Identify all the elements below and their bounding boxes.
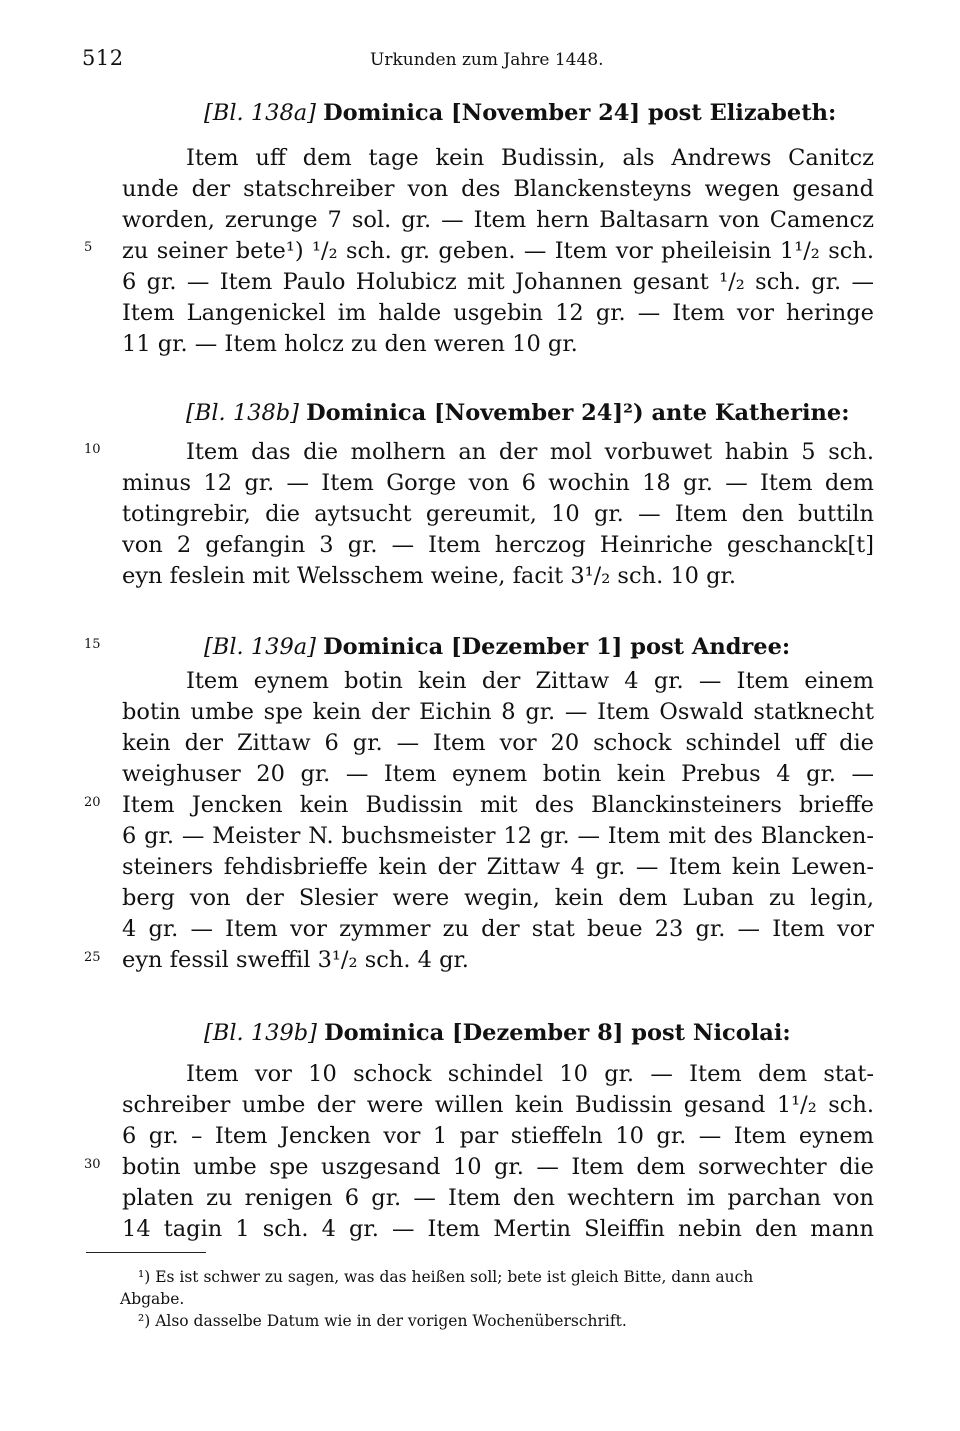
section-heading — [204, 98, 836, 128]
text-line: Item Jencken kein Budissin mit des Blanckinsteiners brieffe — [122, 792, 874, 818]
text-line: 11 gr. — Item holcz zu den weren 10 gr. — [122, 331, 578, 357]
section-heading — [204, 1018, 791, 1048]
text-line: Item uff dem tage kein Budissin, als Andrews Canitcz — [186, 145, 874, 171]
section-heading — [204, 632, 790, 662]
folio-reference: [Bl. 138a] — [204, 100, 316, 126]
text-line: schreiber umbe der were willen kein Budissin gesand 1¹/₂ sch. — [122, 1092, 874, 1118]
text-line: eyn feslein mit Welsschem weine, facit 3¹/₂ sch. 10 gr. — [122, 563, 736, 589]
footnote: ²) Also dasselbe Datum wie in der vorigen Wochenüberschrift. — [138, 1312, 627, 1330]
folio-reference: [Bl. 139b] — [204, 1020, 317, 1046]
text-line: steiners fehdisbrieffe kein der Zittaw 4 gr. — Item kein Lewen- — [122, 854, 874, 880]
text-line: 4 gr. — Item vor zymmer zu der stat beue 23 gr. — Item vor — [122, 916, 874, 942]
text-line: unde der statschreiber von des Blanckensteyns wegen gesand — [122, 176, 874, 202]
text-line: Item eynem botin kein der Zittaw 4 gr. — Item einem — [186, 668, 874, 694]
text-line: Item das die molhern an der mol vorbuwet habin 5 sch. — [186, 439, 874, 465]
text-line: 6 gr. — Item Paulo Holubicz mit Johannen gesant ¹/₂ sch. gr. — — [122, 269, 874, 295]
line-number: 15 — [84, 637, 101, 652]
text-line: zu seiner bete¹) ¹/₂ sch. gr. geben. — Item vor pheileisin 1¹/₂ sch. — [122, 238, 874, 264]
section-heading — [186, 398, 850, 428]
text-line: Item vor 10 schock schindel 10 gr. — Item dem stat- — [186, 1061, 874, 1087]
footnote-divider — [86, 1252, 206, 1253]
footnote: ¹) Es ist schwer zu sagen, was das heißen soll; bete ist gleich Bitte, dann auch — [138, 1268, 754, 1286]
folio-reference: [Bl. 138b] — [186, 400, 299, 426]
text-line: Item Langenickel im halde usgebin 12 gr. — Item vor heringe — [122, 300, 874, 326]
text-line: worden, zerunge 7 sol. gr. — Item hern Baltasarn von Camencz — [122, 207, 874, 233]
text-line: minus 12 gr. — Item Gorge von 6 wochin 18 gr. — Item dem — [122, 470, 874, 496]
folio-reference: [Bl. 139a] — [204, 634, 316, 660]
line-number: 30 — [84, 1157, 101, 1172]
line-number: 10 — [84, 442, 101, 457]
heading-text: Dominica [Dezember 8] post Nicolai: — [324, 1020, 791, 1046]
text-line: 14 tagin 1 sch. 4 gr. — Item Mertin Sleiffin nebin den mann — [122, 1216, 874, 1242]
line-number: 25 — [84, 950, 101, 965]
text-line: kein der Zittaw 6 gr. — Item vor 20 schock schindel uff die — [122, 730, 874, 756]
heading-text: Dominica [Dezember 1] post Andree: — [323, 634, 791, 660]
line-number: 5 — [84, 240, 93, 255]
text-line: totingrebir, die aytsucht gereumit, 10 gr. — Item den buttiln — [122, 501, 874, 527]
heading-text: Dominica [November 24]²) ante Katherine: — [306, 400, 850, 426]
text-line: 6 gr. — Meister N. buchsmeister 12 gr. — Item mit des Blancken- — [122, 823, 874, 849]
running-head: Urkunden zum Jahre 1448. — [370, 50, 604, 70]
line-number: 20 — [84, 795, 101, 810]
text-line: berg von der Slesier were wegin, kein dem Luban zu legin, — [122, 885, 874, 911]
text-line: eyn fessil sweffil 3¹/₂ sch. 4 gr. — [122, 947, 469, 973]
heading-text: Dominica [November 24] post Elizabeth: — [323, 100, 837, 126]
text-line: weighuser 20 gr. — Item eynem botin kein Prebus 4 gr. — — [122, 761, 874, 787]
page-number: 512 — [82, 46, 124, 70]
footnote-continuation: Abgabe. — [120, 1290, 185, 1308]
text-line: platen zu renigen 6 gr. — Item den wechtern im parchan von — [122, 1185, 874, 1211]
text-line: 6 gr. – Item Jencken vor 1 par stieffeln 10 gr. — Item eynem — [122, 1123, 874, 1149]
text-line: von 2 gefangin 3 gr. — Item herczog Heinriche geschanck[t] — [122, 532, 874, 558]
text-line: botin umbe spe kein der Eichin 8 gr. — Item Oswald statknecht — [122, 699, 874, 725]
text-line: botin umbe spe uszgesand 10 gr. — Item dem sorwechter die — [122, 1154, 874, 1180]
